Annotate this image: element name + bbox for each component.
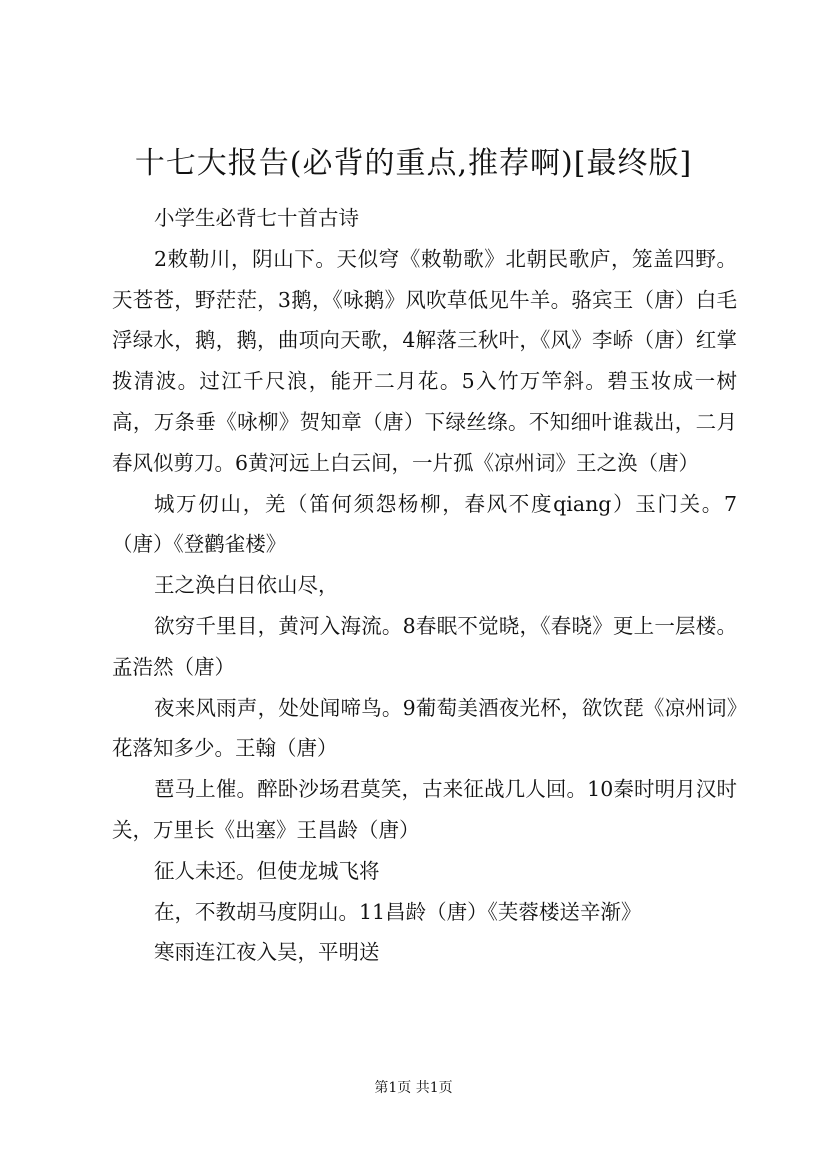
document-body bbox=[112, 198, 737, 973]
paragraph: 寒雨连江夜入吴，平明送 bbox=[154, 940, 380, 965]
paragraph: 王之涣白日依山尽， bbox=[154, 573, 339, 598]
paragraph: 欲穷千里目，黄河入海流。8春眠不觉晓，《春晓》更上一层楼。孟浩然（唐） bbox=[112, 613, 737, 679]
paragraph: 2敕勒川，阴山下。天似穹《敕勒歌》北朝民歌庐，笼盖四野。天苍苍，野茫茫，3鹅，《咏鹅》风吹草低见牛羊。骆宾王（唐）白毛浮绿水，鹅，鹅，曲项向天歌，4解落三秋叶，《风》李峤（唐）红掌拨清波。过江千尺浪，能开二月花。5入竹万竿斜。碧玉妆成一树高，万条垂《咏柳》贺知章（唐）下绿丝绦。不知细叶谁裁出，二月春风似剪刀。6黄河远上白云间，一片孤《凉州词》王之涣（唐） bbox=[112, 246, 737, 475]
paragraph: 城万仞山，羌（笛何须怨杨柳，春风不度qiang）玉门关。7（唐）《登鹳雀楼》 bbox=[112, 491, 737, 557]
document-title: 十七大报告(必背的重点,推荐啊)[最终版] bbox=[134, 146, 693, 181]
paragraph: 在，不教胡马度阴山。11昌龄（唐）《芙蓉楼送辛渐》 bbox=[154, 899, 642, 924]
page-footer bbox=[0, 1078, 827, 1098]
page-number-label: 第1页 共1页 bbox=[374, 1080, 453, 1096]
paragraph: 夜来风雨声，处处闻啼鸟。9葡萄美酒夜光杯，欲饮琵《凉州词》花落知多少。王翰（唐） bbox=[112, 695, 737, 761]
paragraph: 琶马上催。醉卧沙场君莫笑，古来征战几人回。10秦时明月汉时关，万里长《出塞》王昌龄（唐） bbox=[112, 777, 737, 842]
paragraph: 小学生必背七十首古诗 bbox=[154, 206, 359, 230]
paragraph: 征人未还。但使龙城飞将 bbox=[154, 858, 380, 883]
